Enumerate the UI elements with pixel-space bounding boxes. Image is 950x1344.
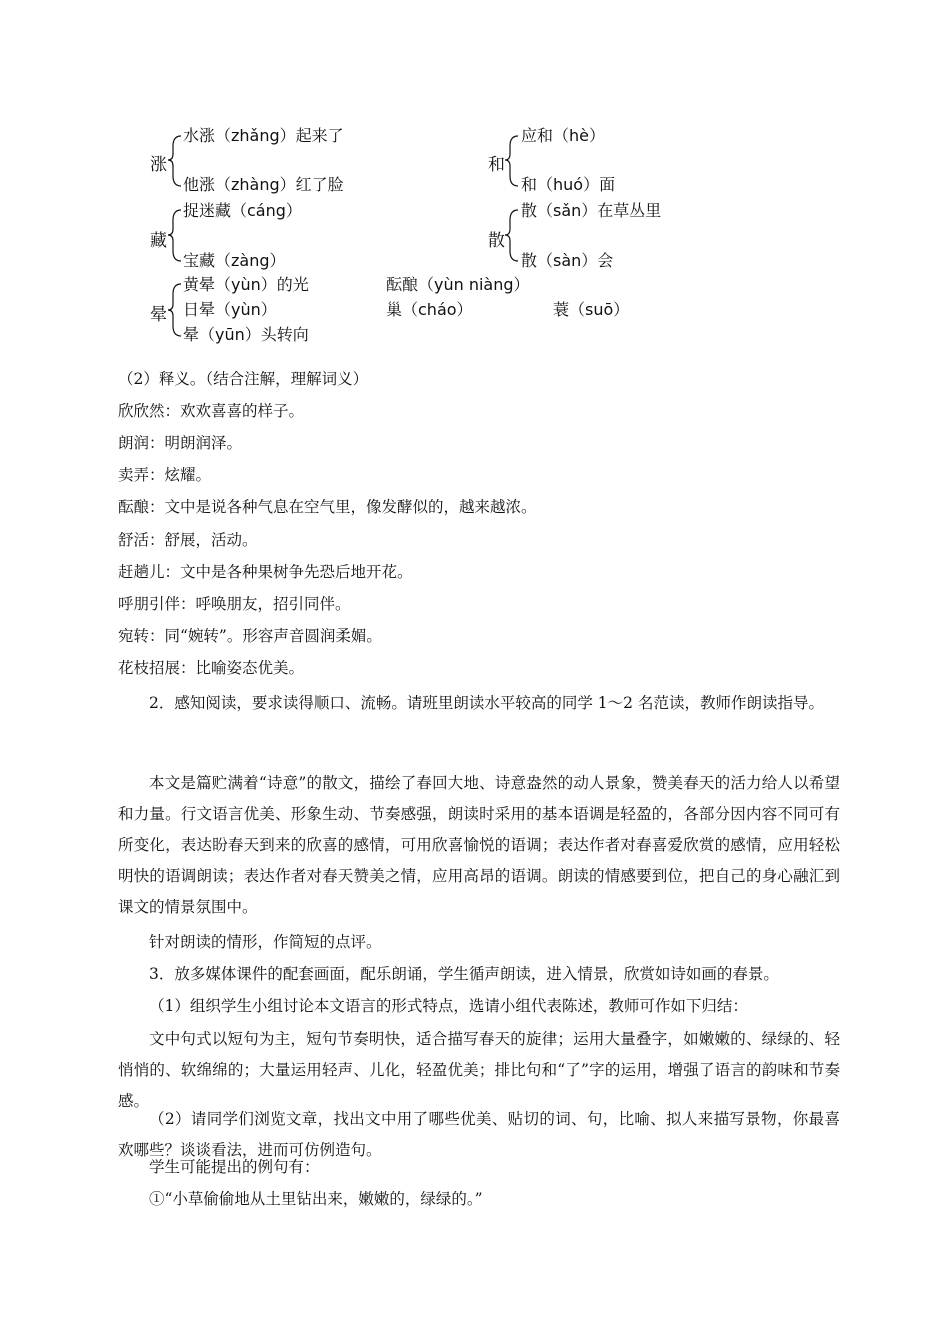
extra-word: 蓑（suō） xyxy=(553,300,630,319)
meaning-item: 酝酿：文中是说各种气息在空气里，像发酵似的，越来越浓。 xyxy=(118,498,537,516)
brace-icon xyxy=(167,130,183,190)
paragraph: 2．感知阅读，要求读得顺口、流畅。请班里朗读水平较高的同学 1～2 名范读，教师作朗读指导。 xyxy=(149,694,824,712)
meaning-item: 舒活：舒展，活动。 xyxy=(118,531,258,549)
polyphone-item: 散（sàn）会 xyxy=(521,251,614,270)
polyphone-item: 宝藏（zàng） xyxy=(183,251,286,270)
meaning-item: 卖弄：炫耀。 xyxy=(118,466,212,484)
extra-word: 酝酿（yùn niàng） xyxy=(386,275,530,294)
polyphone-item: 晕（yūn）头转向 xyxy=(183,325,309,344)
meaning-title: （2）释义。（结合注解，理解词义） xyxy=(118,370,369,388)
paragraph: 本文是篇贮满着“诗意”的散文，描绘了春回大地、诗意盎然的动人景象，赞美春天的活力给人以希望和力量。行文语言优美、形象生动、节奏感强，朗读时采用的基本语调是轻盈的，各部分因内容不同可有所变化，表达盼春天到来的欣喜的感情，可用欣喜愉悦的语调；表达作者对春喜爱欣赏的感情，应用轻松明快的语调朗读；表达作者对春天赞美之情，应用高昂的语调。朗读的情感要到位，把自己的身心融汇到课文的情景氛围中。 xyxy=(118,774,840,916)
paragraph: （1）组织学生小组讨论本文语言的形式特点，选请小组代表陈述，教师可作如下归结： xyxy=(149,997,748,1015)
brace-icon xyxy=(504,204,520,266)
paragraph: ①“小草偷偷地从土里钻出来，嫩嫩的，绿绿的。” xyxy=(149,1190,483,1208)
polyphone-item: 应和（hè） xyxy=(521,126,605,145)
polyphone-item: 和（huó）面 xyxy=(521,175,616,194)
extra-word: 巢（cháo） xyxy=(386,300,473,319)
meaning-item: 宛转：同“婉转”。形容声音圆润柔媚。 xyxy=(118,627,382,645)
polyphone-item: 散（sǎn）在草丛里 xyxy=(521,201,662,220)
brace-icon xyxy=(167,204,183,266)
paragraph: 3．放多媒体课件的配套画面，配乐朗诵，学生循声朗读，进入情景，欣赏如诗如画的春景。 xyxy=(149,965,779,983)
polyphone-head-cang: 藏 xyxy=(150,231,167,251)
meaning-item: 呼朋引伴：呼唤朋友，招引同伴。 xyxy=(118,595,351,613)
brace-icon xyxy=(504,130,520,190)
meaning-item: 欣欣然：欢欢喜喜的样子。 xyxy=(118,402,305,420)
polyphone-head-san: 散 xyxy=(488,231,505,251)
meaning-item: 花枝招展：比喻姿态优美。 xyxy=(118,659,305,677)
polyphone-item: 日晕（yùn） xyxy=(183,300,277,319)
paragraph: 文中句式以短句为主，短句节奏明快，适合描写春天的旋律；运用大量叠字，如嫩嫩的、绿绿的、轻悄悄的、软绵绵的；大量运用轻声、儿化，轻盈优美；排比句和“了”字的运用，增强了语言的韵味和节奏感。 xyxy=(118,1030,840,1110)
polyphone-head-zhang: 涨 xyxy=(150,155,167,175)
polyphone-item: 黄晕（yùn）的光 xyxy=(183,275,309,294)
meaning-item: 赶趟儿：文中是各种果树争先恐后地开花。 xyxy=(118,563,413,581)
paragraph: （2）请同学们浏览文章，找出文中用了哪些优美、贴切的词、句，比喻、拟人来描写景物，你最喜欢哪些？谈谈看法，进而可仿例造句。 xyxy=(118,1110,840,1159)
polyphone-head-yun: 晕 xyxy=(150,305,167,325)
polyphone-item: 他涨（zhàng）红了脸 xyxy=(183,175,344,194)
polyphone-item: 捉迷藏（cáng） xyxy=(183,201,302,220)
meaning-item: 朗润：明朗润泽。 xyxy=(118,434,243,452)
brace-icon xyxy=(167,278,183,342)
paragraph: 针对朗读的情形，作简短的点评。 xyxy=(149,933,382,951)
polyphone-item: 水涨（zhǎng）起来了 xyxy=(183,126,344,145)
paragraph: 学生可能提出的例句有： xyxy=(149,1158,320,1176)
polyphone-head-he: 和 xyxy=(488,155,505,175)
